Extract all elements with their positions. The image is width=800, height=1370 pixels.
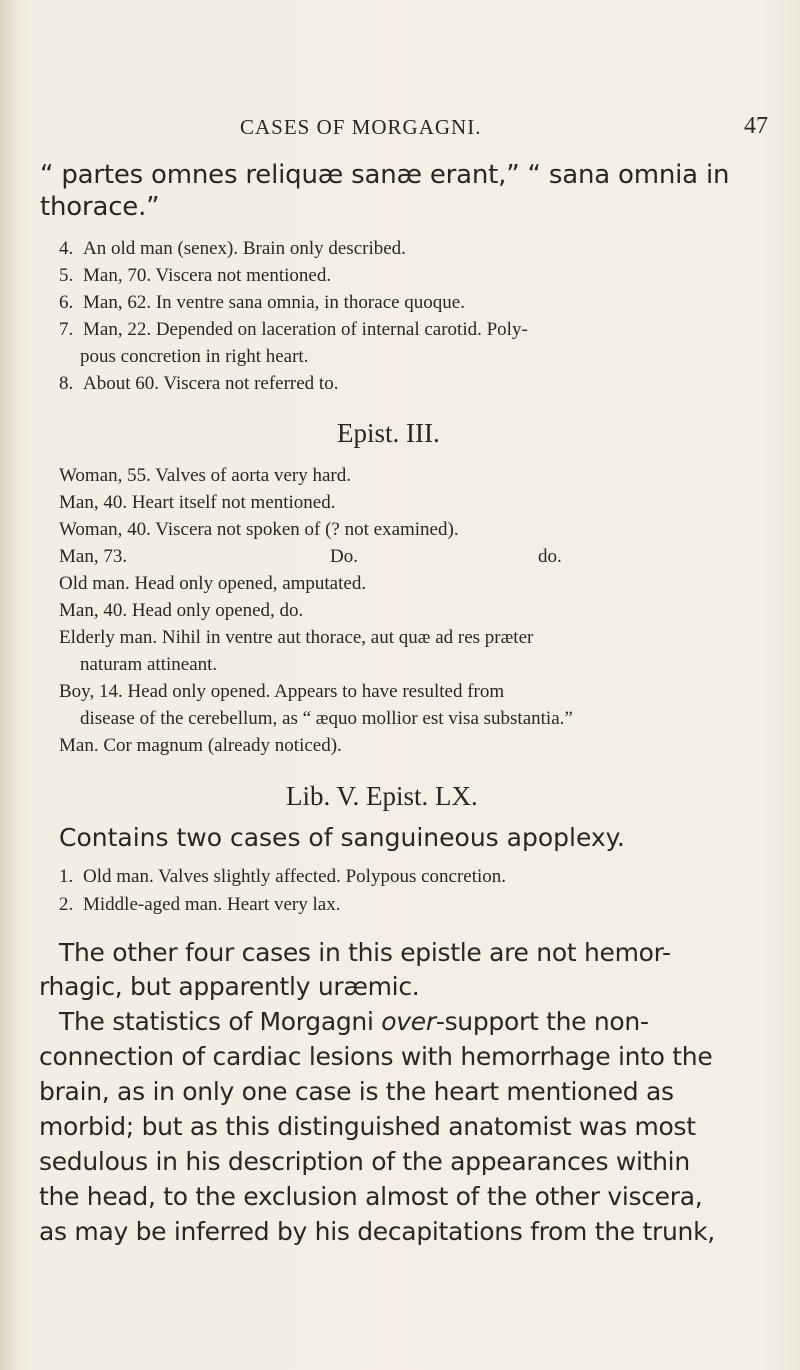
list-item-continuation: pous concretion in right heart. (80, 346, 309, 367)
list-item: 8. About 60. Viscera not referred to. (59, 373, 339, 394)
case-line: Old man. Head only opened, amputated. (59, 573, 367, 594)
list-item: 1. Old man. Valves slightly affected. Polypous concretion. (59, 866, 507, 887)
section-subheading: Contains two cases of sanguineous apoplexy. (59, 823, 625, 852)
list-item: 2. Middle-aged man. Heart very lax. (59, 894, 341, 915)
paragraph-line: rhagic, but apparently uræmic. (39, 972, 420, 1001)
paragraph-line: sedulous in his description of the appearances within (39, 1147, 690, 1176)
list-item: 6. Man, 62. In ventre sana omnia, in thorace quoque. (59, 292, 465, 313)
case-line: Woman, 55. Valves of aorta very hard. (59, 465, 352, 486)
paragraph-line: the head, to the exclusion almost of the other viscera, (39, 1182, 703, 1211)
intro-line-1: “ partes omnes reliquæ sanæ erant,” “ sana omnia in (40, 160, 730, 190)
intro-line-2: thorace.” (40, 192, 160, 222)
running-title: CASES OF MORGAGNI. (240, 115, 482, 139)
list-item: 5. Man, 70. Viscera not mentioned. (59, 265, 332, 286)
paragraph-line: The other four cases in this epistle are not hemor- (59, 938, 671, 967)
case-line-continuation: disease of the cerebellum, as “ æquo mollior est visa substantia.” (80, 708, 573, 729)
case-line: Elderly man. Nihil in ventre aut thorace, aut quæ ad res præter (59, 627, 534, 648)
ditto-do-lower: do. (538, 546, 562, 567)
section-heading-lib-v: Lib. V. Epist. LX. (286, 781, 478, 811)
paragraph-line: as may be inferred by his decapitations from the trunk, (39, 1217, 715, 1246)
ditto-do: Do. (330, 546, 358, 567)
list-item: 7. Man, 22. Depended on laceration of internal carotid. Poly- (59, 319, 528, 340)
section-heading-epist-iii: Epist. III. (337, 418, 440, 448)
paragraph-line: brain, as in only one case is the heart mentioned as (39, 1077, 674, 1106)
case-line-continuation: naturam attineant. (80, 654, 218, 675)
case-line: Boy, 14. Head only opened. Appears to have resulted from (59, 681, 505, 702)
case-line-man-73: Man, 73. (59, 546, 128, 567)
case-line: Man, 40. Heart itself not mentioned. (59, 492, 336, 513)
case-line: Woman, 40. Viscera not spoken of (? not examined). (59, 519, 459, 540)
paragraph-line: morbid; but as this distinguished anatomist was most (39, 1112, 696, 1141)
page-number: 47 (744, 113, 768, 139)
running-head (0, 115, 800, 145)
list-item: 4. An old man (senex). Brain only described. (59, 238, 406, 259)
paragraph-line: connection of cardiac lesions with hemorrhage into the (39, 1042, 713, 1071)
paragraph-line: The statistics of Morgagni over-support the non- (59, 1007, 649, 1036)
case-line: Man, 40. Head only opened, do. (59, 600, 304, 621)
page-binding-edge (0, 0, 14, 1370)
case-line: Man. Cor magnum (already noticed). (59, 735, 342, 756)
